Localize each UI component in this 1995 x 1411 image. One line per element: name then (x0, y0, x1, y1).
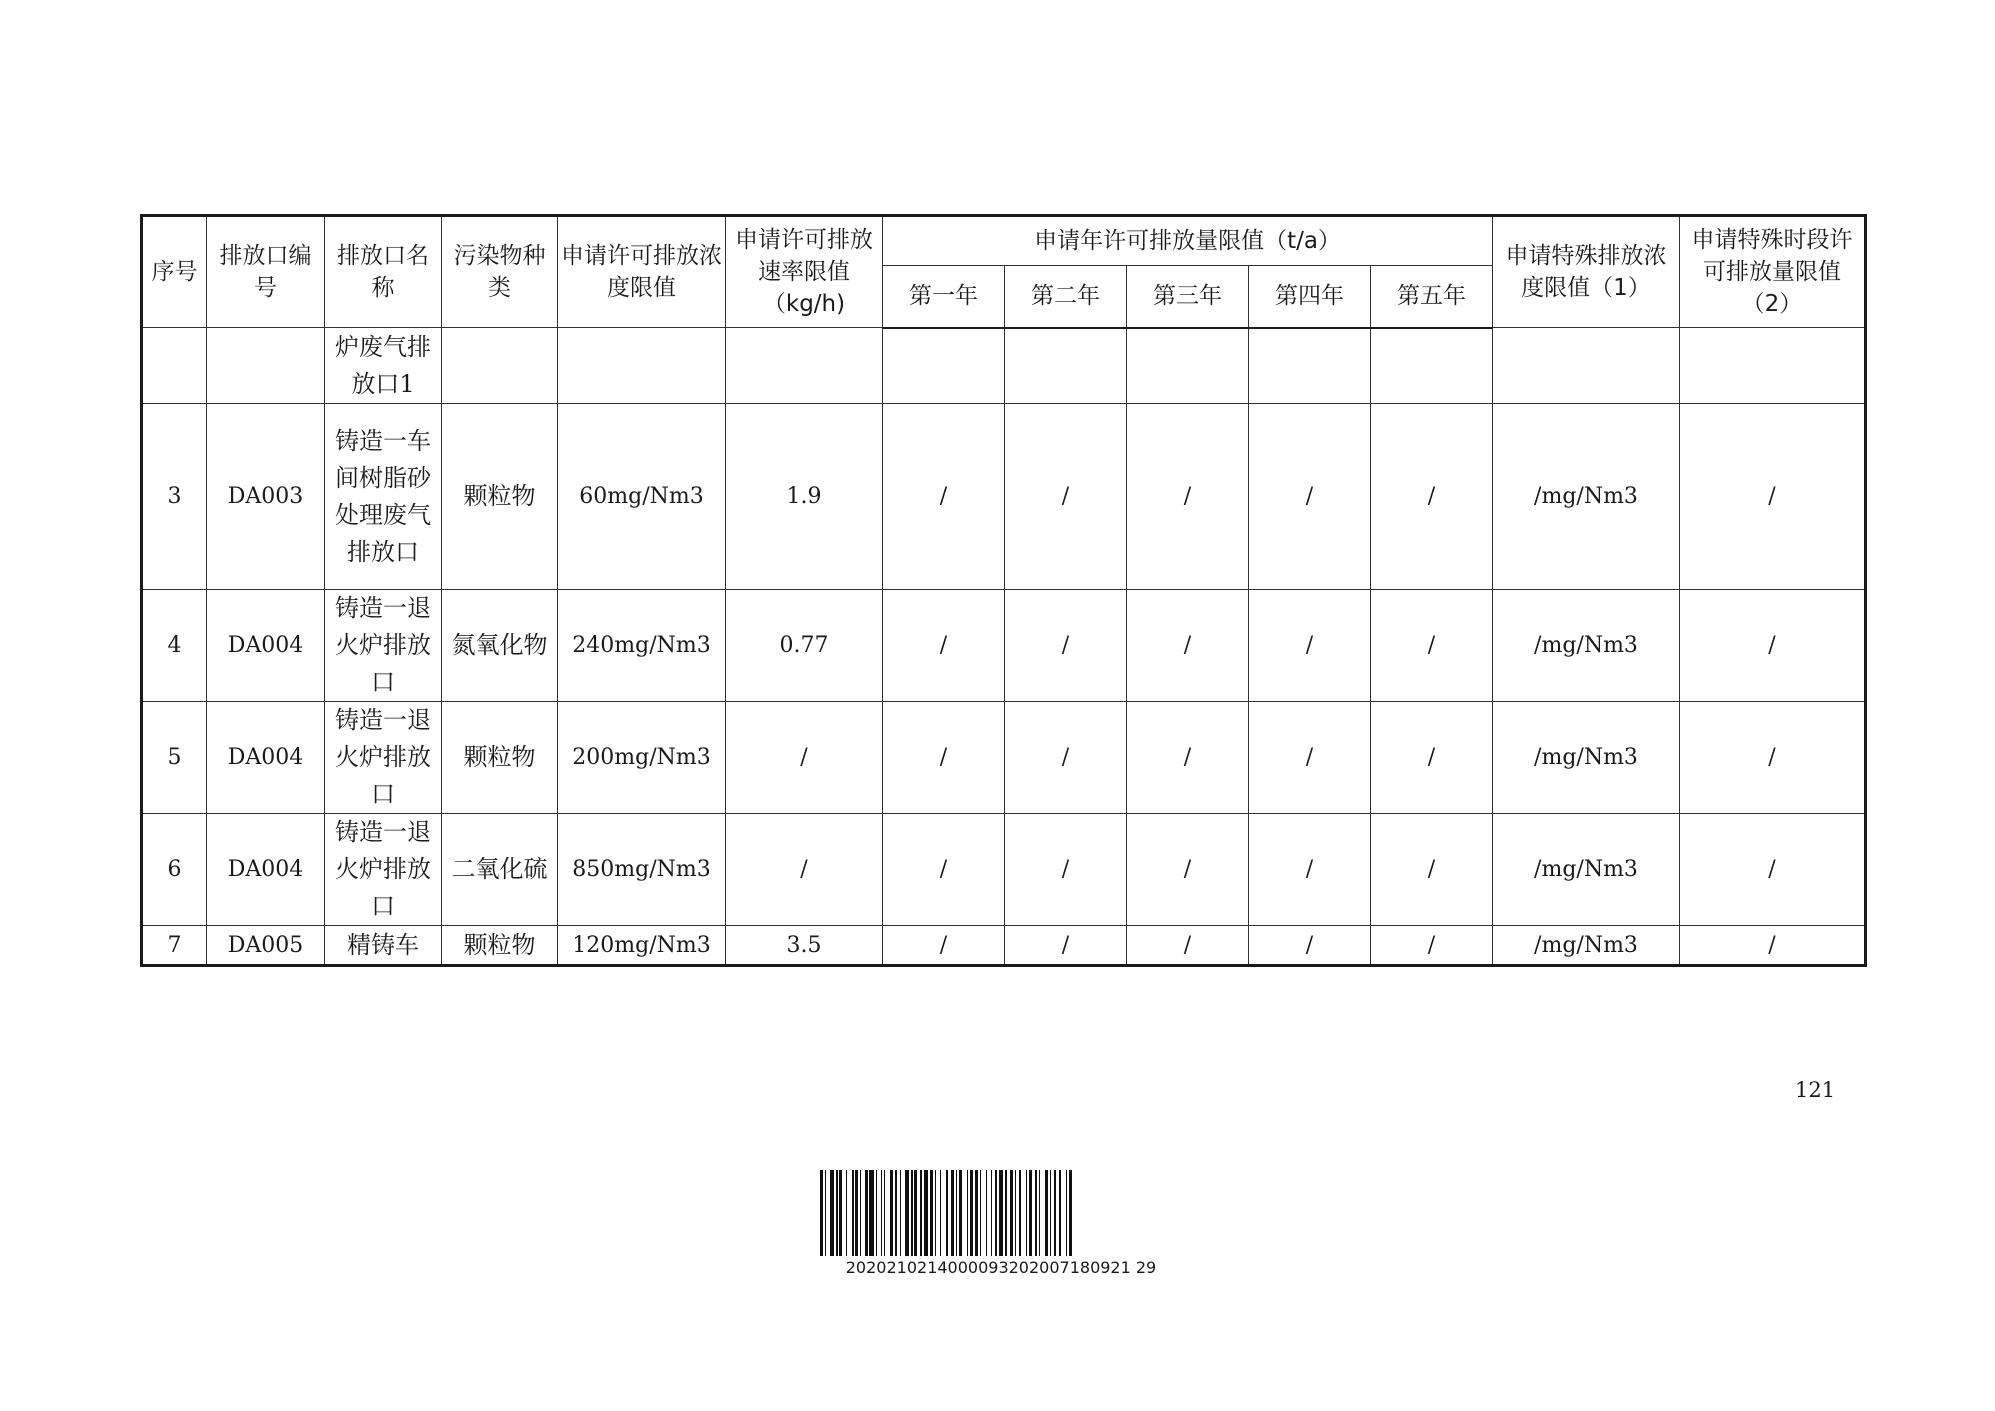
emission-permit-table (140, 214, 1867, 967)
cell-code: DA005 (207, 926, 325, 966)
barcode (820, 1170, 1182, 1256)
cell-code: DA004 (207, 590, 325, 702)
cell-year-5 (1371, 328, 1493, 404)
cell-rate: / (726, 814, 883, 926)
cell-year-2 (1005, 328, 1127, 404)
cell-conc (558, 328, 726, 404)
cell-special-amount: / (1680, 814, 1866, 926)
header-year-3: 第三年 (1127, 266, 1249, 328)
table-row (142, 814, 1866, 926)
cell-name: 炉废气排放口1 (325, 328, 442, 404)
cell-year-4: / (1249, 590, 1371, 702)
header-special-amount: 申请特殊时段许可排放量限值（2） (1680, 216, 1866, 328)
cell-seq: 4 (142, 590, 207, 702)
table-row (142, 328, 1866, 404)
cell-year-2: / (1005, 814, 1127, 926)
cell-code: DA004 (207, 702, 325, 814)
cell-conc: 240mg/Nm3 (558, 590, 726, 702)
cell-year-5: / (1371, 590, 1493, 702)
cell-seq: 7 (142, 926, 207, 966)
table-row (142, 404, 1866, 590)
cell-year-4 (1249, 328, 1371, 404)
cell-name: 铸造一退火炉排放口 (325, 702, 442, 814)
cell-name: 铸造一退火炉排放口 (325, 814, 442, 926)
cell-seq (142, 328, 207, 404)
cell-code (207, 328, 325, 404)
cell-rate: 3.5 (726, 926, 883, 966)
cell-year-4: / (1249, 702, 1371, 814)
cell-pollutant: 颗粒物 (442, 926, 558, 966)
cell-pollutant (442, 328, 558, 404)
cell-pollutant: 氮氧化物 (442, 590, 558, 702)
cell-conc: 120mg/Nm3 (558, 926, 726, 966)
header-annual-group: 申请年许可排放量限值（t/a） (883, 216, 1493, 266)
cell-seq: 5 (142, 702, 207, 814)
cell-year-2: / (1005, 590, 1127, 702)
cell-seq: 6 (142, 814, 207, 926)
header-rate-limit: 申请许可排放速率限值（kg/h) (726, 216, 883, 328)
cell-special-conc: /mg/Nm3 (1493, 926, 1680, 966)
cell-conc: 60mg/Nm3 (558, 404, 726, 590)
cell-year-3: / (1127, 702, 1249, 814)
cell-pollutant: 颗粒物 (442, 702, 558, 814)
cell-special-amount: / (1680, 702, 1866, 814)
cell-special-amount: / (1680, 404, 1866, 590)
cell-special-conc: /mg/Nm3 (1493, 814, 1680, 926)
cell-conc: 850mg/Nm3 (558, 814, 726, 926)
table-row (142, 702, 1866, 814)
header-outlet-code: 排放口编号 (207, 216, 325, 328)
cell-pollutant: 颗粒物 (442, 404, 558, 590)
cell-year-5: / (1371, 702, 1493, 814)
cell-special-conc: /mg/Nm3 (1493, 590, 1680, 702)
cell-year-5: / (1371, 814, 1493, 926)
header-conc-limit: 申请许可排放浓度限值 (558, 216, 726, 328)
cell-year-1: / (883, 702, 1005, 814)
cell-year-4: / (1249, 926, 1371, 966)
header-outlet-name: 排放口名称 (325, 216, 442, 328)
cell-special-conc: /mg/Nm3 (1493, 404, 1680, 590)
cell-code: DA003 (207, 404, 325, 590)
cell-year-2: / (1005, 702, 1127, 814)
cell-rate: / (726, 702, 883, 814)
cell-pollutant: 二氧化硫 (442, 814, 558, 926)
cell-year-2: / (1005, 404, 1127, 590)
cell-year-5: / (1371, 404, 1493, 590)
cell-year-3: / (1127, 814, 1249, 926)
cell-year-2: / (1005, 926, 1127, 966)
cell-year-3 (1127, 328, 1249, 404)
cell-year-1: / (883, 814, 1005, 926)
cell-year-1: / (883, 404, 1005, 590)
table-row (142, 590, 1866, 702)
header-year-4: 第四年 (1249, 266, 1371, 328)
header-year-2: 第二年 (1005, 266, 1127, 328)
header-special-conc: 申请特殊排放浓度限值（1） (1493, 216, 1680, 328)
cell-year-1 (883, 328, 1005, 404)
cell-code: DA004 (207, 814, 325, 926)
cell-rate: 1.9 (726, 404, 883, 590)
cell-conc: 200mg/Nm3 (558, 702, 726, 814)
table-row (142, 926, 1866, 966)
cell-special-amount: / (1680, 926, 1866, 966)
cell-year-4: / (1249, 814, 1371, 926)
cell-special-amount (1680, 328, 1866, 404)
header-seq: 序号 (142, 216, 207, 328)
page-number: 121 (1795, 1078, 1836, 1102)
barcode-number: 2020210214000093202007180921 29 (845, 1258, 1157, 1277)
cell-special-conc: /mg/Nm3 (1493, 702, 1680, 814)
cell-year-3: / (1127, 926, 1249, 966)
cell-seq: 3 (142, 404, 207, 590)
cell-year-5: / (1371, 926, 1493, 966)
cell-name: 铸造一车间树脂砂处理废气排放口 (325, 404, 442, 590)
header-pollutant: 污染物种类 (442, 216, 558, 328)
cell-year-4: / (1249, 404, 1371, 590)
header-year-1: 第一年 (883, 266, 1005, 328)
header-year-5: 第五年 (1371, 266, 1493, 328)
cell-special-amount: / (1680, 590, 1866, 702)
cell-rate (726, 328, 883, 404)
cell-name: 精铸车 (325, 926, 442, 966)
cell-year-3: / (1127, 404, 1249, 590)
cell-year-1: / (883, 926, 1005, 966)
cell-rate: 0.77 (726, 590, 883, 702)
cell-year-3: / (1127, 590, 1249, 702)
cell-year-1: / (883, 590, 1005, 702)
cell-special-conc (1493, 328, 1680, 404)
cell-name: 铸造一退火炉排放口 (325, 590, 442, 702)
